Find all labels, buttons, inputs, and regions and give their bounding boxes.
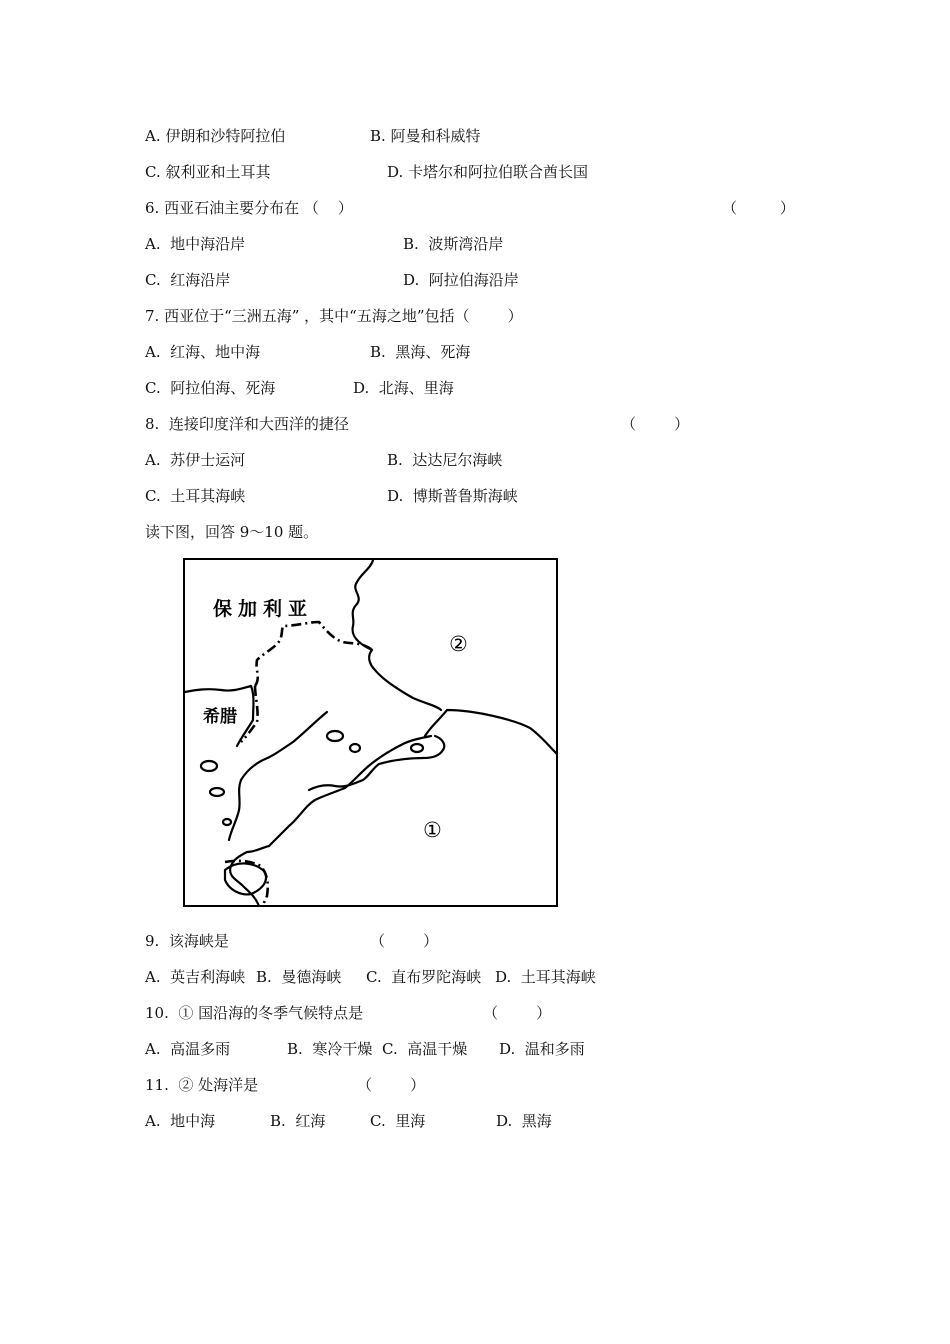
q8-option-d: D. 博斯普鲁斯海峡 [387,487,518,505]
q9-stem: 9. 该海峡是 [145,932,229,950]
q8-answer-paren: （ ） [621,415,690,433]
q11-option-b: B. 红海 [270,1112,326,1130]
q11-stem: 11. ② 处海洋是 [145,1076,259,1094]
q7-option-d: D. 北海、里海 [353,379,454,397]
island [210,788,224,796]
q6-option-d: D. 阿拉伯海沿岸 [403,271,519,289]
q7-option-c: C. 阿拉伯海、死海 [145,379,276,397]
q9-option-d: D. 土耳其海峡 [495,968,596,986]
q8-option-b: B. 达达尼尔海峡 [387,451,503,469]
strait-map [183,558,558,907]
q8-option-c: C. 土耳其海峡 [145,487,246,505]
q6-option-b: B. 波斯湾沿岸 [403,235,504,253]
q6-answer-paren: （ ） [722,199,795,217]
q6-stem: 6. 西亚石油主要分布在 （ ） [145,199,353,217]
island [411,744,423,752]
marker-1: ① [423,818,442,842]
q10-answer-paren: （ ） [483,1004,552,1022]
marker-2: ② [449,632,468,656]
q7-option-a: A. 红海、地中海 [145,343,261,361]
q10-option-c: C. 高温干燥 [382,1040,468,1058]
map-intro: 读下图，回答 9～10 题。 [145,523,319,541]
q10-option-a: A. 高温多雨 [145,1040,231,1058]
q9-option-b: B. 曼德海峡 [256,968,342,986]
q11-option-c: C. 里海 [370,1112,426,1130]
q5-option-b: B. 阿曼和科威特 [370,127,481,145]
q11-option-a: A. 地中海 [145,1112,216,1130]
border-bulgaria [255,622,372,686]
marmara-north [269,736,431,846]
island [201,761,217,771]
island [327,731,343,741]
q10-stem: 10. ① 国沿海的冬季气候特点是 [145,1004,364,1022]
q5-option-d: D. 卡塔尔和阿拉伯联合酋长国 [387,163,589,181]
q11-option-d: D. 黑海 [496,1112,552,1130]
q8-option-a: A. 苏伊士运河 [145,451,246,469]
label-bulgaria: 保加利亚 [213,598,314,620]
q7-option-b: B. 黑海、死海 [370,343,471,361]
q7-stem: 7. 西亚位于“三洲五海” ，其中“五海之地”包括（ ） [145,307,523,325]
q9-answer-paren: （ ） [370,932,439,950]
q11-answer-paren: （ ） [357,1076,426,1094]
q10-option-d: D. 温和多雨 [499,1040,585,1058]
q8-stem: 8. 连接印度洋和大西洋的捷径 [145,415,349,433]
q10-option-b: B. 寒冷干燥 [287,1040,373,1058]
label-greece: 希腊 [203,707,237,727]
island [350,744,360,752]
island [223,819,231,825]
gallipoli-peninsula [229,712,327,840]
q9-option-c: C. 直布罗陀海峡 [366,968,482,986]
marmara-south [309,736,444,790]
aegean-coast [230,846,269,906]
q5-option-a: A. 伊朗和沙特阿拉伯 [145,127,286,145]
q5-option-c: C. 叙利亚和土耳其 [145,163,271,181]
black-sea-coast [353,560,441,710]
q9-option-a: A. 英吉利海峡 [145,968,246,986]
q6-option-a: A. 地中海沿岸 [145,235,246,253]
q6-option-c: C. 红海沿岸 [145,271,231,289]
